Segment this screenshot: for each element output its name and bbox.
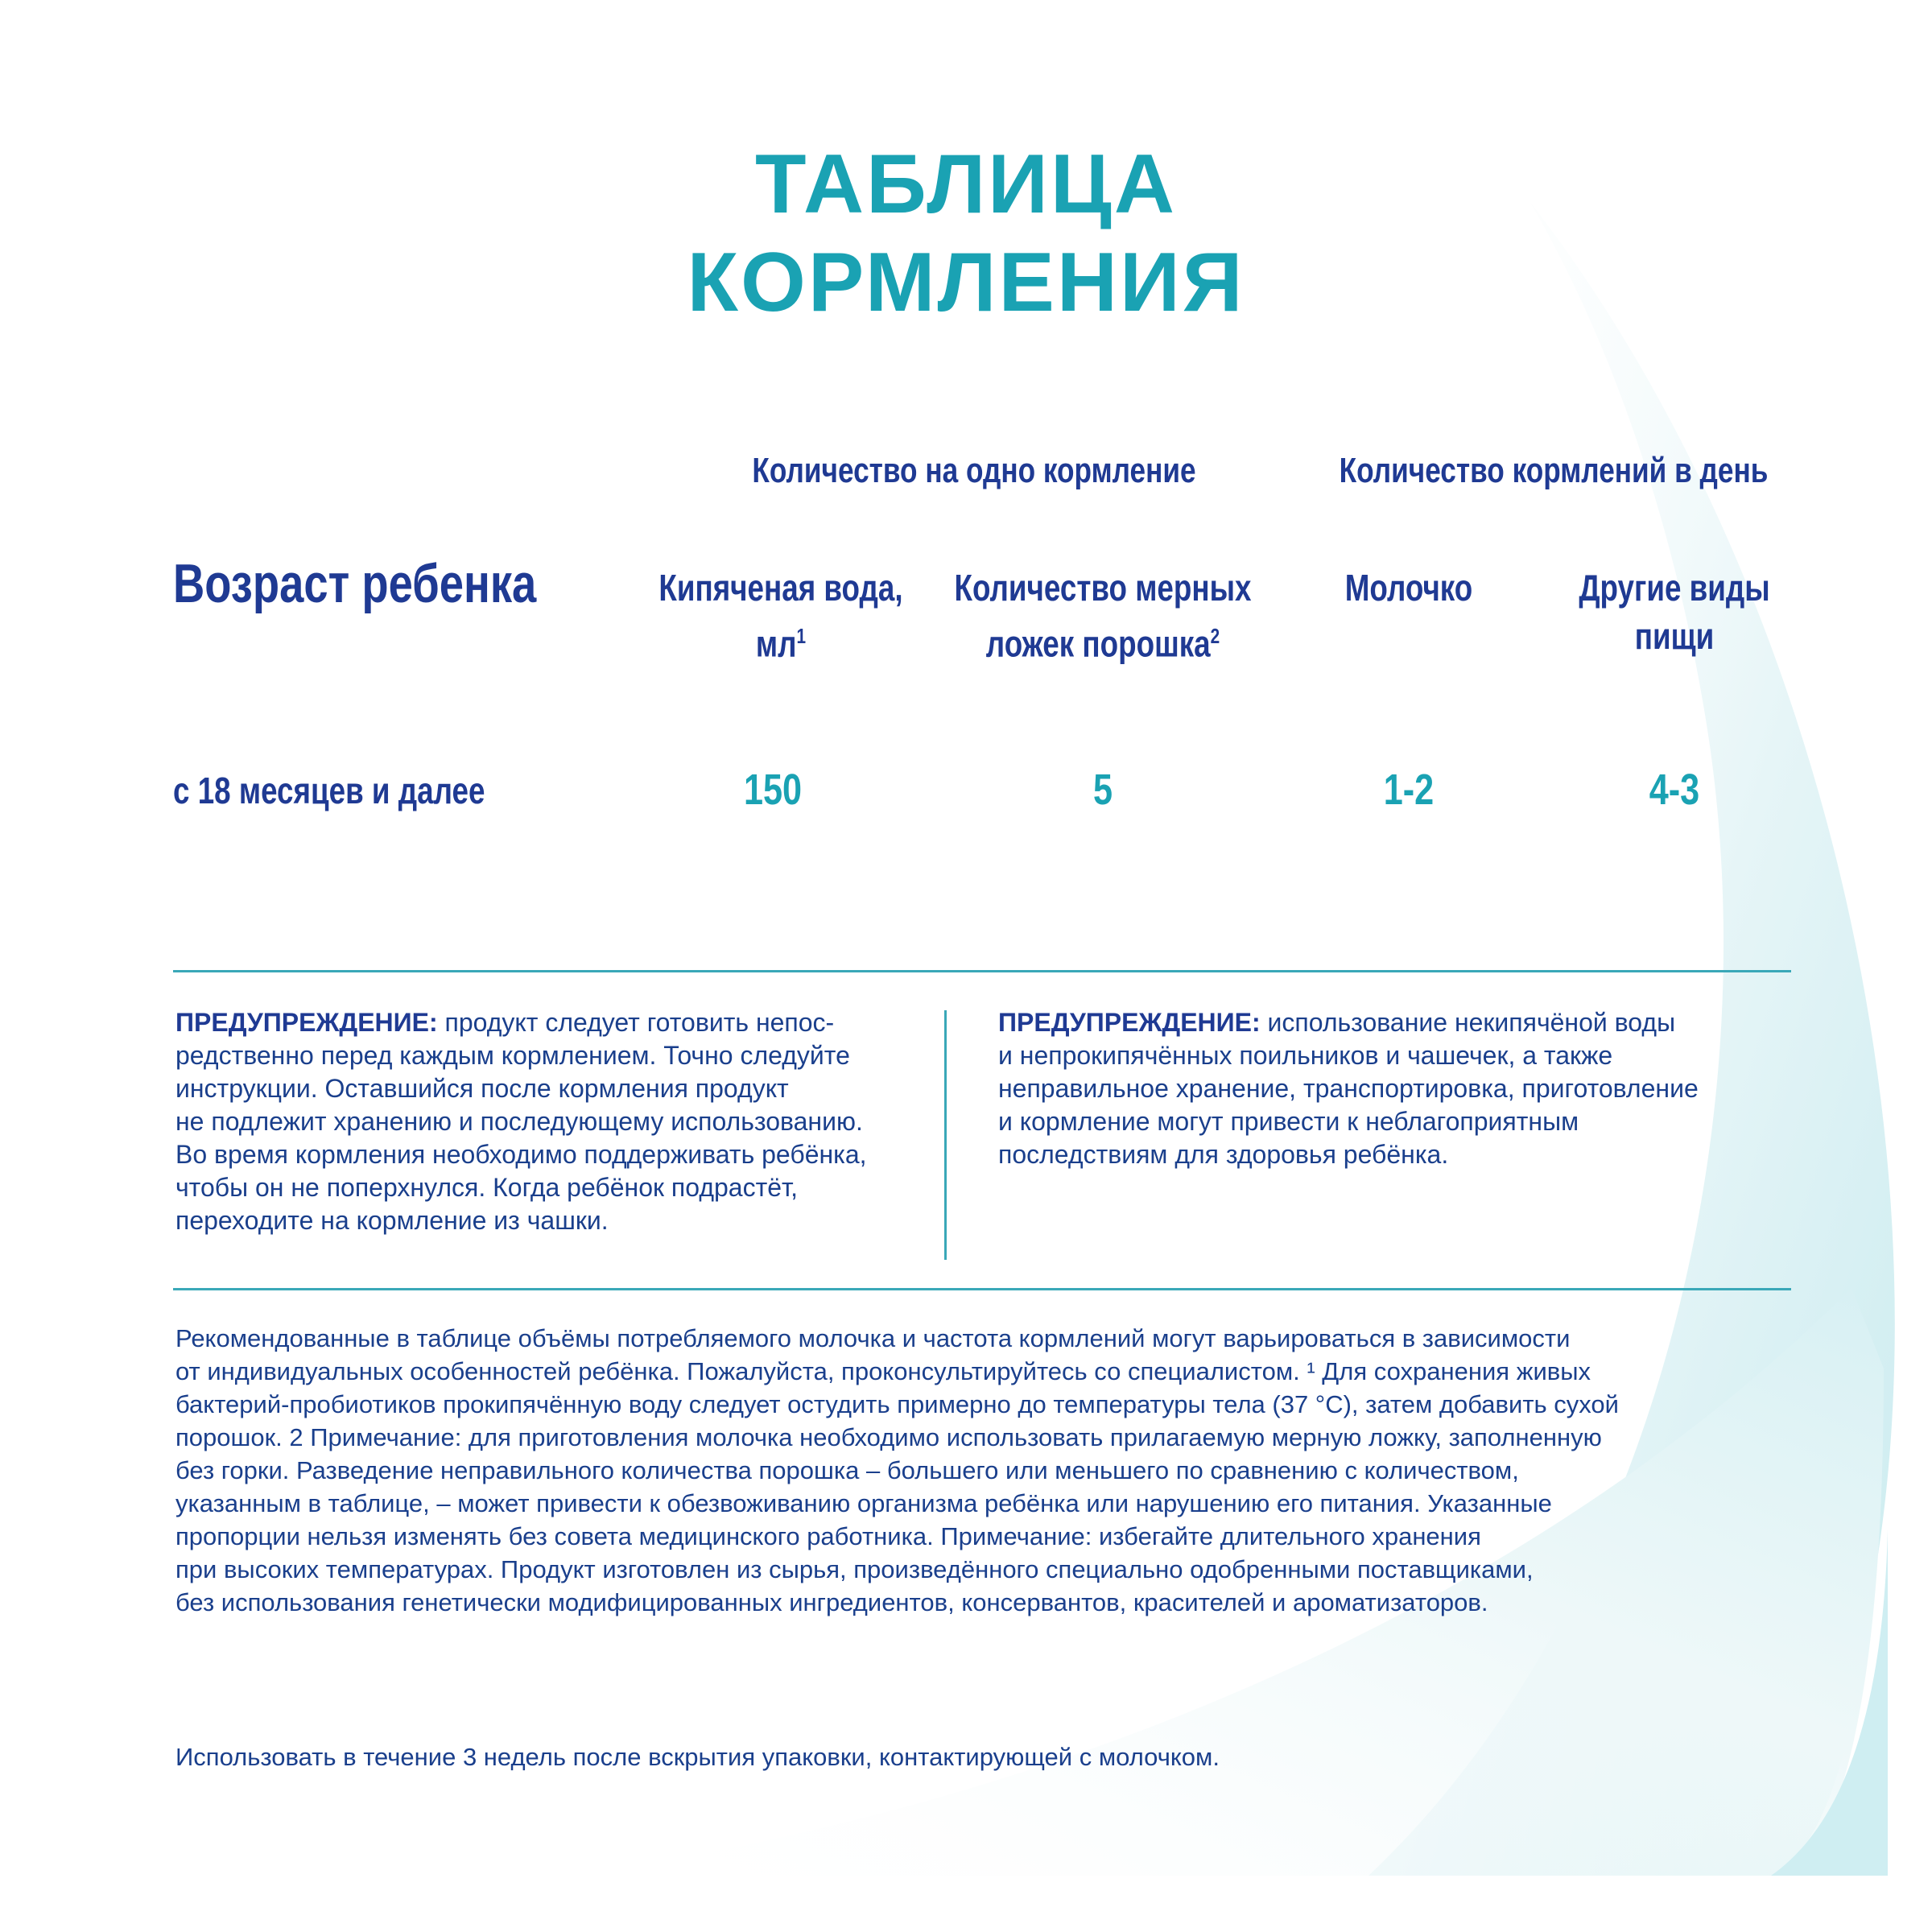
divider-top <box>173 970 1791 972</box>
column-header-spoons-line1: Количество мерных <box>954 567 1252 609</box>
age-column-header: Возраст ребенка <box>173 553 537 614</box>
notes-paragraph: Рекомендованные в таблице объёмы потребляемого молочка и частота кормлений могут варьироваться в зависимости от индивидуальных особенностей ребёнка. Пожалуйста, проконсультируйтесь со специалистом. ¹ Для сохранения живых бактерий-пробиотиков прокипячённую воду следует остудить примерно до температуры тела (37 °С), затем добавить сухой порошок. 2 Примечание: для приготовления молочка необходимо использовать прилагаемую мерную ложку, заполненную без горки. Разведение неправильного количества порошка – большего или меньшего по сравнению с количеством, указанным в таблице, – может привести к обезвоживанию организма ребёнка или нарушению его питания. Указанные пропорции нельзя изменять без совета медицинского работника. Примечание: избегайте длительного хранения при высоких температурах. Продукт изготовлен из сырья, произведённого специально одобренными поставщиками, без использования генетически модифицированных ингредиентов, консервантов, красителей и ароматизаторов. <box>175 1324 1619 1616</box>
warning-right: ПРЕДУПРЕЖДЕНИЕ: использование некипячёной воды и непрокипячённых поильников и чашечек, а также неправильное хранение, транспортировка, приготовление и кормление могут привести к неблагоприятным последствиям для здоровья ребёнка. <box>998 1008 1699 1169</box>
table-cell-water: 150 <box>743 766 803 814</box>
column-header-spoons <box>948 564 1257 667</box>
warning-left-label: ПРЕДУПРЕЖДЕНИЕ: <box>175 1008 438 1037</box>
table-cell-other-food: 4-3 <box>1649 766 1700 814</box>
footnote-marker-2: 2 <box>1210 624 1220 648</box>
title-line-2: КОРМЛЕНИЯ <box>687 236 1245 329</box>
column-header-water-line1: Кипяченая вода, <box>658 567 903 609</box>
table-row-age: с 18 месяцев и далее <box>173 770 485 811</box>
column-header-other-food-line2: пищи <box>1634 615 1715 657</box>
column-header-other-food-line1: Другие виды <box>1579 567 1770 609</box>
column-header-milk: Молочко <box>1344 567 1473 609</box>
footnote-marker-1: 1 <box>796 624 807 648</box>
group-header-per-feeding: Количество на одно кормление <box>752 451 1196 490</box>
group-header-per-day: Количество кормлений в день <box>1339 451 1769 490</box>
table-cell-spoons: 5 <box>1092 766 1113 814</box>
divider-bottom <box>173 1288 1791 1290</box>
table-cell-milk: 1-2 <box>1383 766 1435 814</box>
warning-right-label: ПРЕДУПРЕЖДЕНИЕ: <box>998 1008 1261 1037</box>
page-title <box>0 135 1932 332</box>
usage-note: Использовать в течение 3 недель после вскрытия упаковки, контактирующей с молочком. <box>175 1743 1220 1771</box>
column-header-water-line2: мл <box>755 622 797 665</box>
column-header-other-food <box>1558 564 1790 660</box>
column-header-water <box>633 564 929 667</box>
column-header-spoons-line2: ложек порошка <box>985 622 1211 665</box>
warning-left: ПРЕДУПРЕЖДЕНИЕ: продукт следует готовить непос- редственно перед каждым кормлением. Точно следуйте инструкции. Оставшийся после кормления продукт не подлежит хранению и последующему использованию. Во время кормления необходимо поддерживать ребёнка, чтобы он не поперхнулся. Когда ребёнок подрастёт, переходите на кормление из чашки. <box>175 1008 867 1235</box>
title-line-1: ТАБЛИЦА <box>754 138 1178 231</box>
